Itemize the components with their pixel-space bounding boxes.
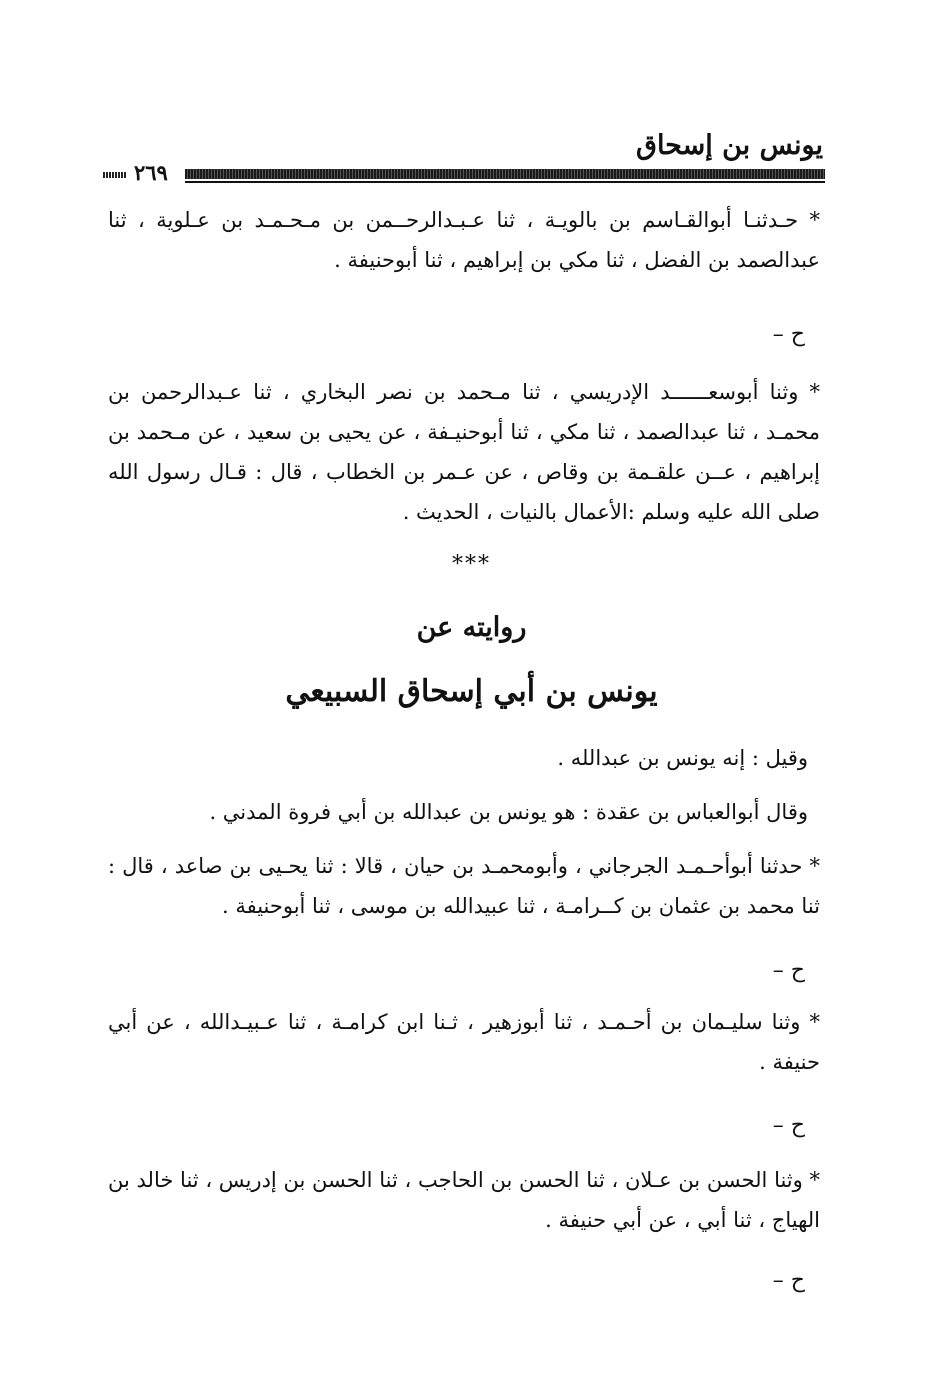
paragraph-text: * وثنا أبوسعــــــد الإدريسي ، ثنا مـحمد بن نصر البخاري ، ثنا عـبدالرحمن بن محمـد ، ثنا عبدالصمد ، ثنا مكي ، ثنا أبوحنيـفة ، عن يحيى بن سعيد ، عن مـحمد بن إبراهيم ، عــن علقـمة بن وقاص ، عن عـمر بن الخطاب ، قال : قـال رسول الله صلى الله عليه وسلم :الأعمال بالنيات ، الحديث . bbox=[108, 380, 820, 524]
paragraph-4 bbox=[108, 792, 820, 832]
ha-marker: ح – bbox=[772, 322, 805, 347]
paragraph-1 bbox=[108, 200, 820, 280]
paragraph-text: * حـدثنـا أبوالقـاسم بن بالويـة ، ثنا عـبـدالرحــمن بن مـحـمـد بن عـلوية ، ثنا عبدالصمد بن الفضل ، ثنا مكي بن إبراهيم ، ثنا أبوحنيفة . bbox=[108, 208, 820, 272]
paragraph-text: * وثنا الحسن بن عـلان ، ثنا الحسن بن الحاجب ، ثنا الحسن بن إدريس ، ثنا خالد بن الهياج ، ثنا أبي ، عن أبي حنيفة . bbox=[108, 1168, 820, 1232]
rule-ornament-main bbox=[185, 169, 825, 179]
ha-marker: ح – bbox=[772, 1268, 805, 1293]
page-number: ٢٦٩ bbox=[131, 161, 171, 185]
section-heading-line-1: روايته عن bbox=[416, 612, 527, 643]
ha-marker: ح – bbox=[772, 1113, 805, 1138]
paragraph-text: * حدثنا أبوأحـمـد الجرجاني ، وأبومحمـد بن حيان ، قالا : ثنا يحـيى بن صاعد ، قال : ثنا محمد بن عثمان بن كــرامـة ، ثنا عبيدالله بن موسى ، ثنا أبوحنيفة . bbox=[108, 854, 820, 918]
paragraph-3 bbox=[108, 738, 820, 778]
ha-marker: ح – bbox=[772, 958, 805, 983]
paragraph-text: * وثنا سليـمان بن أحـمـد ، ثنا أبوزهير ، ثـنا ابن كرامـة ، ثنا عـبيـدالله ، عن أبي حنيفة . bbox=[108, 1010, 820, 1074]
section-separator: *** bbox=[452, 552, 491, 577]
paragraph-7 bbox=[108, 1160, 820, 1240]
section-heading-line-2: يونس بن أبي إسحاق السبيعي bbox=[285, 674, 658, 709]
rule-ornament-left bbox=[103, 172, 127, 178]
running-title: يونس بن إسحاق bbox=[636, 130, 823, 161]
paragraph-text: وقيل : إنه يونس بن عبدالله . bbox=[557, 746, 808, 770]
paragraph-6 bbox=[108, 1002, 820, 1082]
paragraph-text: وقال أبوالعباس بن عقدة : هو يونس بن عبدالله بن أبي فروة المدني . bbox=[209, 800, 808, 824]
paragraph-5 bbox=[108, 846, 820, 926]
header-rule bbox=[103, 160, 825, 185]
paragraph-2 bbox=[108, 372, 820, 532]
